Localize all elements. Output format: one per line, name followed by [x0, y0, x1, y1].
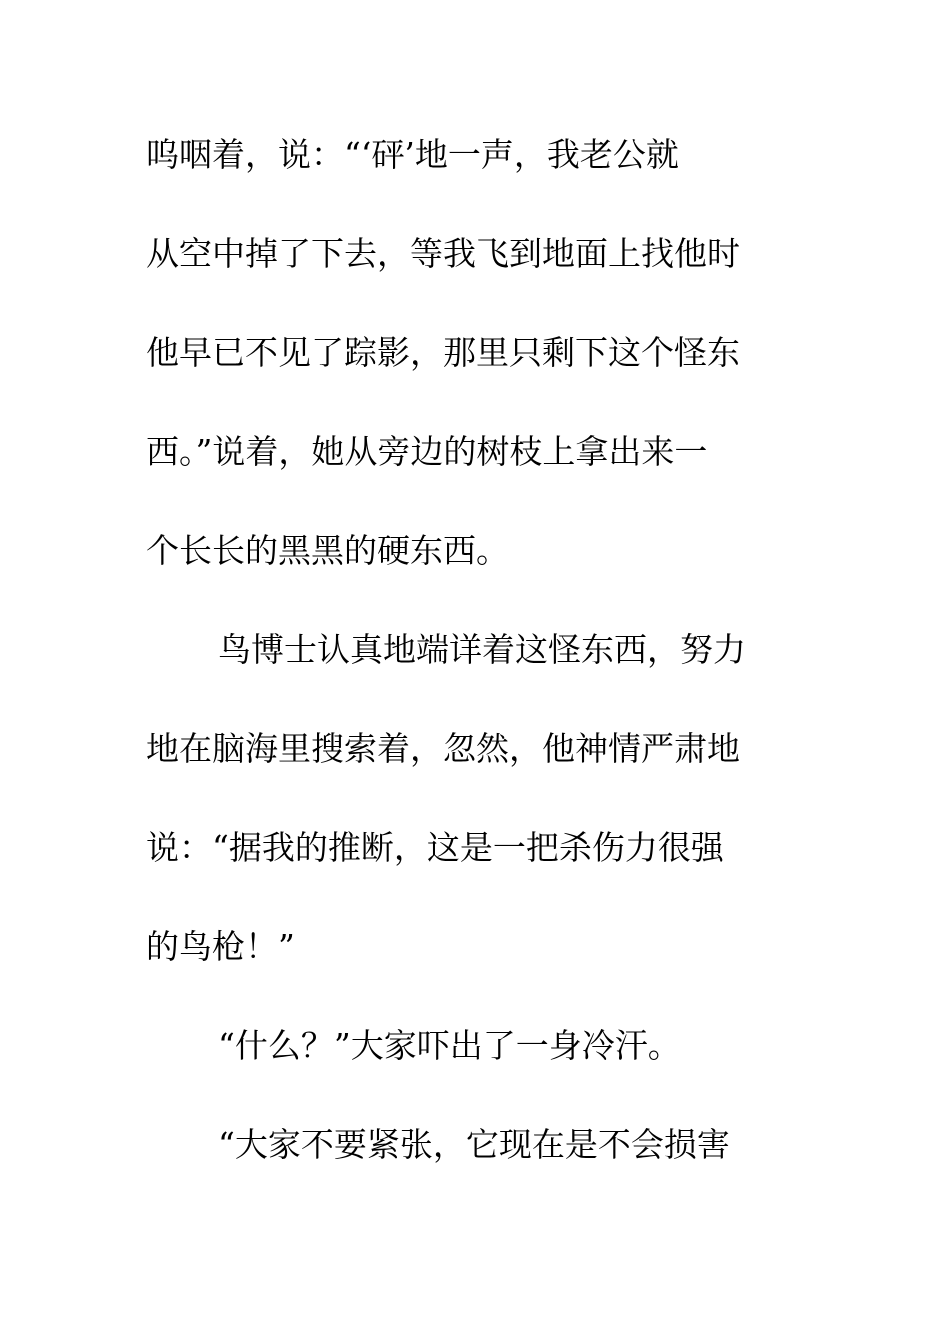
text-line: 个长长的黑黑的硬东西。	[146, 531, 509, 570]
text-line: 从空中掉了下去，等我飞到地面上找他时	[146, 234, 740, 273]
paragraph-start-line: “大家不要紧张，它现在是不会损害	[218, 1125, 730, 1164]
paragraph-start-line: 鸟博士认真地端详着这怪东西，努力	[218, 630, 746, 669]
text-line: 地在脑海里搜索着，忽然，他神情严肃地	[146, 729, 740, 768]
text-line: 的鸟枪！”	[146, 927, 295, 966]
text-line: 西。”说着，她从旁边的树枝上拿出来一	[146, 432, 708, 471]
text-line: 呜咽着，说：“‘砰’地一声，我老公就	[146, 135, 679, 174]
body-text	[146, 122, 806, 1211]
paragraph-start-line: “什么？”大家吓出了一身冷汗。	[218, 1026, 681, 1065]
text-line: 说：“据我的推断，这是一把杀伤力很强	[146, 828, 724, 867]
text-line: 他早已不见了踪影，那里只剩下这个怪东	[146, 333, 740, 372]
